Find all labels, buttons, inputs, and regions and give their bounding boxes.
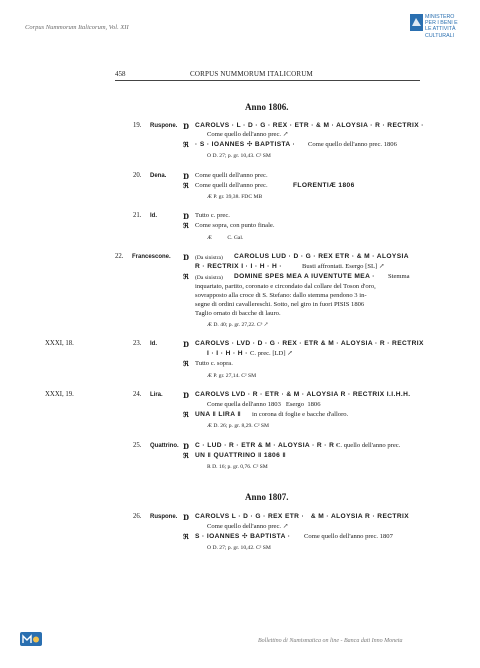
obverse-symbol: Ɒ	[183, 514, 189, 522]
coin-meta: O D. 27; p. gr. 10,42. C² SM	[207, 545, 271, 551]
obverse-legend: CAROLVS LVD · R · ETR · & M · ALOYSIA R · RECTRIX I.I.H.H.	[195, 391, 411, 398]
entry-number: 26.	[133, 513, 142, 520]
reverse-desc: Come sopra, con punto finale.	[195, 222, 275, 229]
ministry-label: MINISTERO PER I BENI E LE ATTIVITÀ CULTURALI	[425, 14, 458, 39]
entry-number: 25.	[133, 442, 142, 449]
obverse-desc: C. prec. [LD] ↗	[250, 350, 293, 357]
entry-number: 19.	[133, 122, 142, 129]
running-head: Corpus Nummorum Italicorum, Vol. XII	[25, 24, 129, 31]
obverse-legend: C · LUD · R · ETR & M · ALOYSIA · R · R ·	[195, 442, 340, 449]
reverse-symbol: ℜ	[183, 273, 189, 281]
year-heading: Anno 1807.	[245, 492, 289, 502]
catalog-ref: XXXI, 18.	[45, 340, 74, 347]
obverse-desc: Come quelli dell'anno prec.	[195, 172, 268, 179]
obverse-legend: CAROLVS L · D · G · REX ETR · & M · ALOYSIA R · RECTRIX	[195, 513, 410, 520]
catalog-ref: XXXI, 19.	[45, 391, 74, 398]
obverse-symbol: Ɒ	[183, 123, 189, 131]
obverse-symbol: Ɒ	[183, 173, 189, 181]
obverse-prefix: (Da sinistra)	[195, 255, 223, 261]
obverse-desc: Come quello dell'anno prec. ↗	[207, 131, 289, 138]
coin-name: Dena.	[150, 173, 167, 179]
obverse-symbol: Ɒ	[183, 213, 189, 221]
coin-meta: Æ C. Gal.	[207, 235, 244, 241]
coin-name: Id.	[150, 213, 157, 219]
reverse-legend: S · IOANNES ✣ BAPTISTA ·	[195, 533, 291, 540]
reverse-desc: Come quello dell'anno prec. 1806	[308, 141, 397, 148]
reverse-symbol: ℜ	[183, 452, 189, 460]
coin-meta: Æ D. 40; p. gr. 27,22. C³ ↗	[207, 322, 269, 328]
coin-meta: Æ P. gr. 27,14. C² SM	[207, 373, 257, 379]
reverse-desc-line: Taglio ornato di bacche di lauro.	[195, 310, 281, 317]
coin-meta: O D. 27; p. gr. 10,43. C² SM	[207, 153, 271, 159]
reverse-desc-line: inquartato, partito, coronato e circondato dal collare del Toson d'oro,	[195, 283, 376, 290]
reverse-legend: · S · IOANNES ✣ BAPTISTA ·	[195, 141, 296, 148]
reverse-symbol: ℜ	[183, 141, 189, 149]
coin-meta: Æ P. gr. 39,38. FDC MB	[207, 194, 263, 200]
obverse-legend: CAROLVS · L · D · G · REX · ETR · & M · ALOYSIA · R · RECTRIX ·	[195, 122, 424, 129]
coin-name: Lira.	[150, 392, 163, 398]
page-title: CORPUS NUMMORUM ITALICORUM	[190, 70, 313, 78]
ministry-logo-icon	[410, 14, 423, 31]
reverse-desc: Tutto c. sopra.	[195, 360, 233, 367]
obverse-symbol: Ɒ	[183, 443, 189, 451]
obverse-symbol: Ɒ	[183, 341, 189, 349]
reverse-symbol: ℜ	[183, 360, 189, 368]
coin-meta: Æ D. 26; p. gr. 8,29. C² SM	[207, 423, 269, 429]
reverse-legend: FLORENTIÆ 1806	[293, 182, 355, 189]
coin-name: Ruspone.	[150, 514, 178, 520]
coin-name: Ruspone.	[150, 123, 178, 129]
reverse-legend: UN ‖ QUATTRINO ‖ 1806 ‖	[195, 452, 287, 459]
obverse-symbol: Ɒ	[183, 392, 189, 400]
reverse-legend: DOMINE SPES MEA A IUVENTUTE MEA ·	[234, 273, 375, 280]
entry-number: 24.	[133, 391, 142, 398]
reverse-desc-line: sovrapposto alla croce di S. Stefano: dallo stemma pendono 3 in-	[195, 292, 367, 299]
obverse-desc: Tutto c. prec.	[195, 212, 230, 219]
obverse-desc: Come quella dell'anno 1803 Esergo 1806	[207, 401, 321, 408]
page-number: 458	[115, 70, 126, 78]
obverse-legend: CAROLVS · LVD · D · G · REX · ETR & M · ALOYSIA · R · RECTRIX	[195, 340, 424, 347]
reverse-desc: in corona di foglie e bacche d'alloro.	[252, 411, 349, 418]
reverse-symbol: ℜ	[183, 411, 189, 419]
reverse-symbol: ℜ	[183, 533, 189, 541]
reverse-desc-line: segne di ordini cavallereschi. Sotto, nel giro in fuori PISIS 1806	[195, 301, 365, 308]
obverse-legend: CAROLUS LUD · D · G · REX ETR · & M · ALOYSIA	[234, 253, 409, 260]
entry-number: 21.	[133, 212, 142, 219]
obverse-desc: Busti affrontati. Esergo [SL] ↗	[302, 263, 385, 270]
obverse-legend-2: I · I · H · H ·	[207, 350, 248, 357]
coin-name: Quattrino.	[150, 443, 179, 449]
reverse-desc: Stemma	[388, 273, 410, 280]
obverse-legend-2: R · RECTRIX I · I · H · H ·	[195, 263, 282, 270]
coin-name: Id.	[150, 341, 157, 347]
reverse-symbol: ℜ	[183, 222, 189, 230]
obverse-symbol: Ɒ	[183, 254, 189, 262]
year-heading: Anno 1806.	[245, 102, 289, 112]
entry-number: 22.	[115, 253, 124, 260]
footer-text: Bollettino di Numismatica on line - Banca dati Inno Moneta	[258, 638, 403, 644]
reverse-symbol: ℜ	[183, 182, 189, 190]
obverse-desc: Come quello dell'anno prec. ↗	[207, 523, 289, 530]
reverse-desc: Come quelli dell'anno prec.	[195, 182, 268, 189]
publisher-logo-icon	[20, 632, 42, 646]
header-rule	[115, 80, 420, 81]
entry-number: 23.	[133, 340, 142, 347]
obverse-desc: C. quello dell'anno prec.	[336, 442, 401, 449]
coin-name: Francescone.	[132, 254, 171, 260]
reverse-legend: UNA ‖ LIRA ‖	[195, 411, 242, 418]
entry-number: 20.	[133, 172, 142, 179]
reverse-desc: Come quello dell'anno prec. 1807	[304, 533, 393, 540]
reverse-prefix: (Da sinistra)	[195, 275, 223, 281]
coin-meta: R D. 16; p. gr. 0,76. C² SM	[207, 464, 268, 470]
